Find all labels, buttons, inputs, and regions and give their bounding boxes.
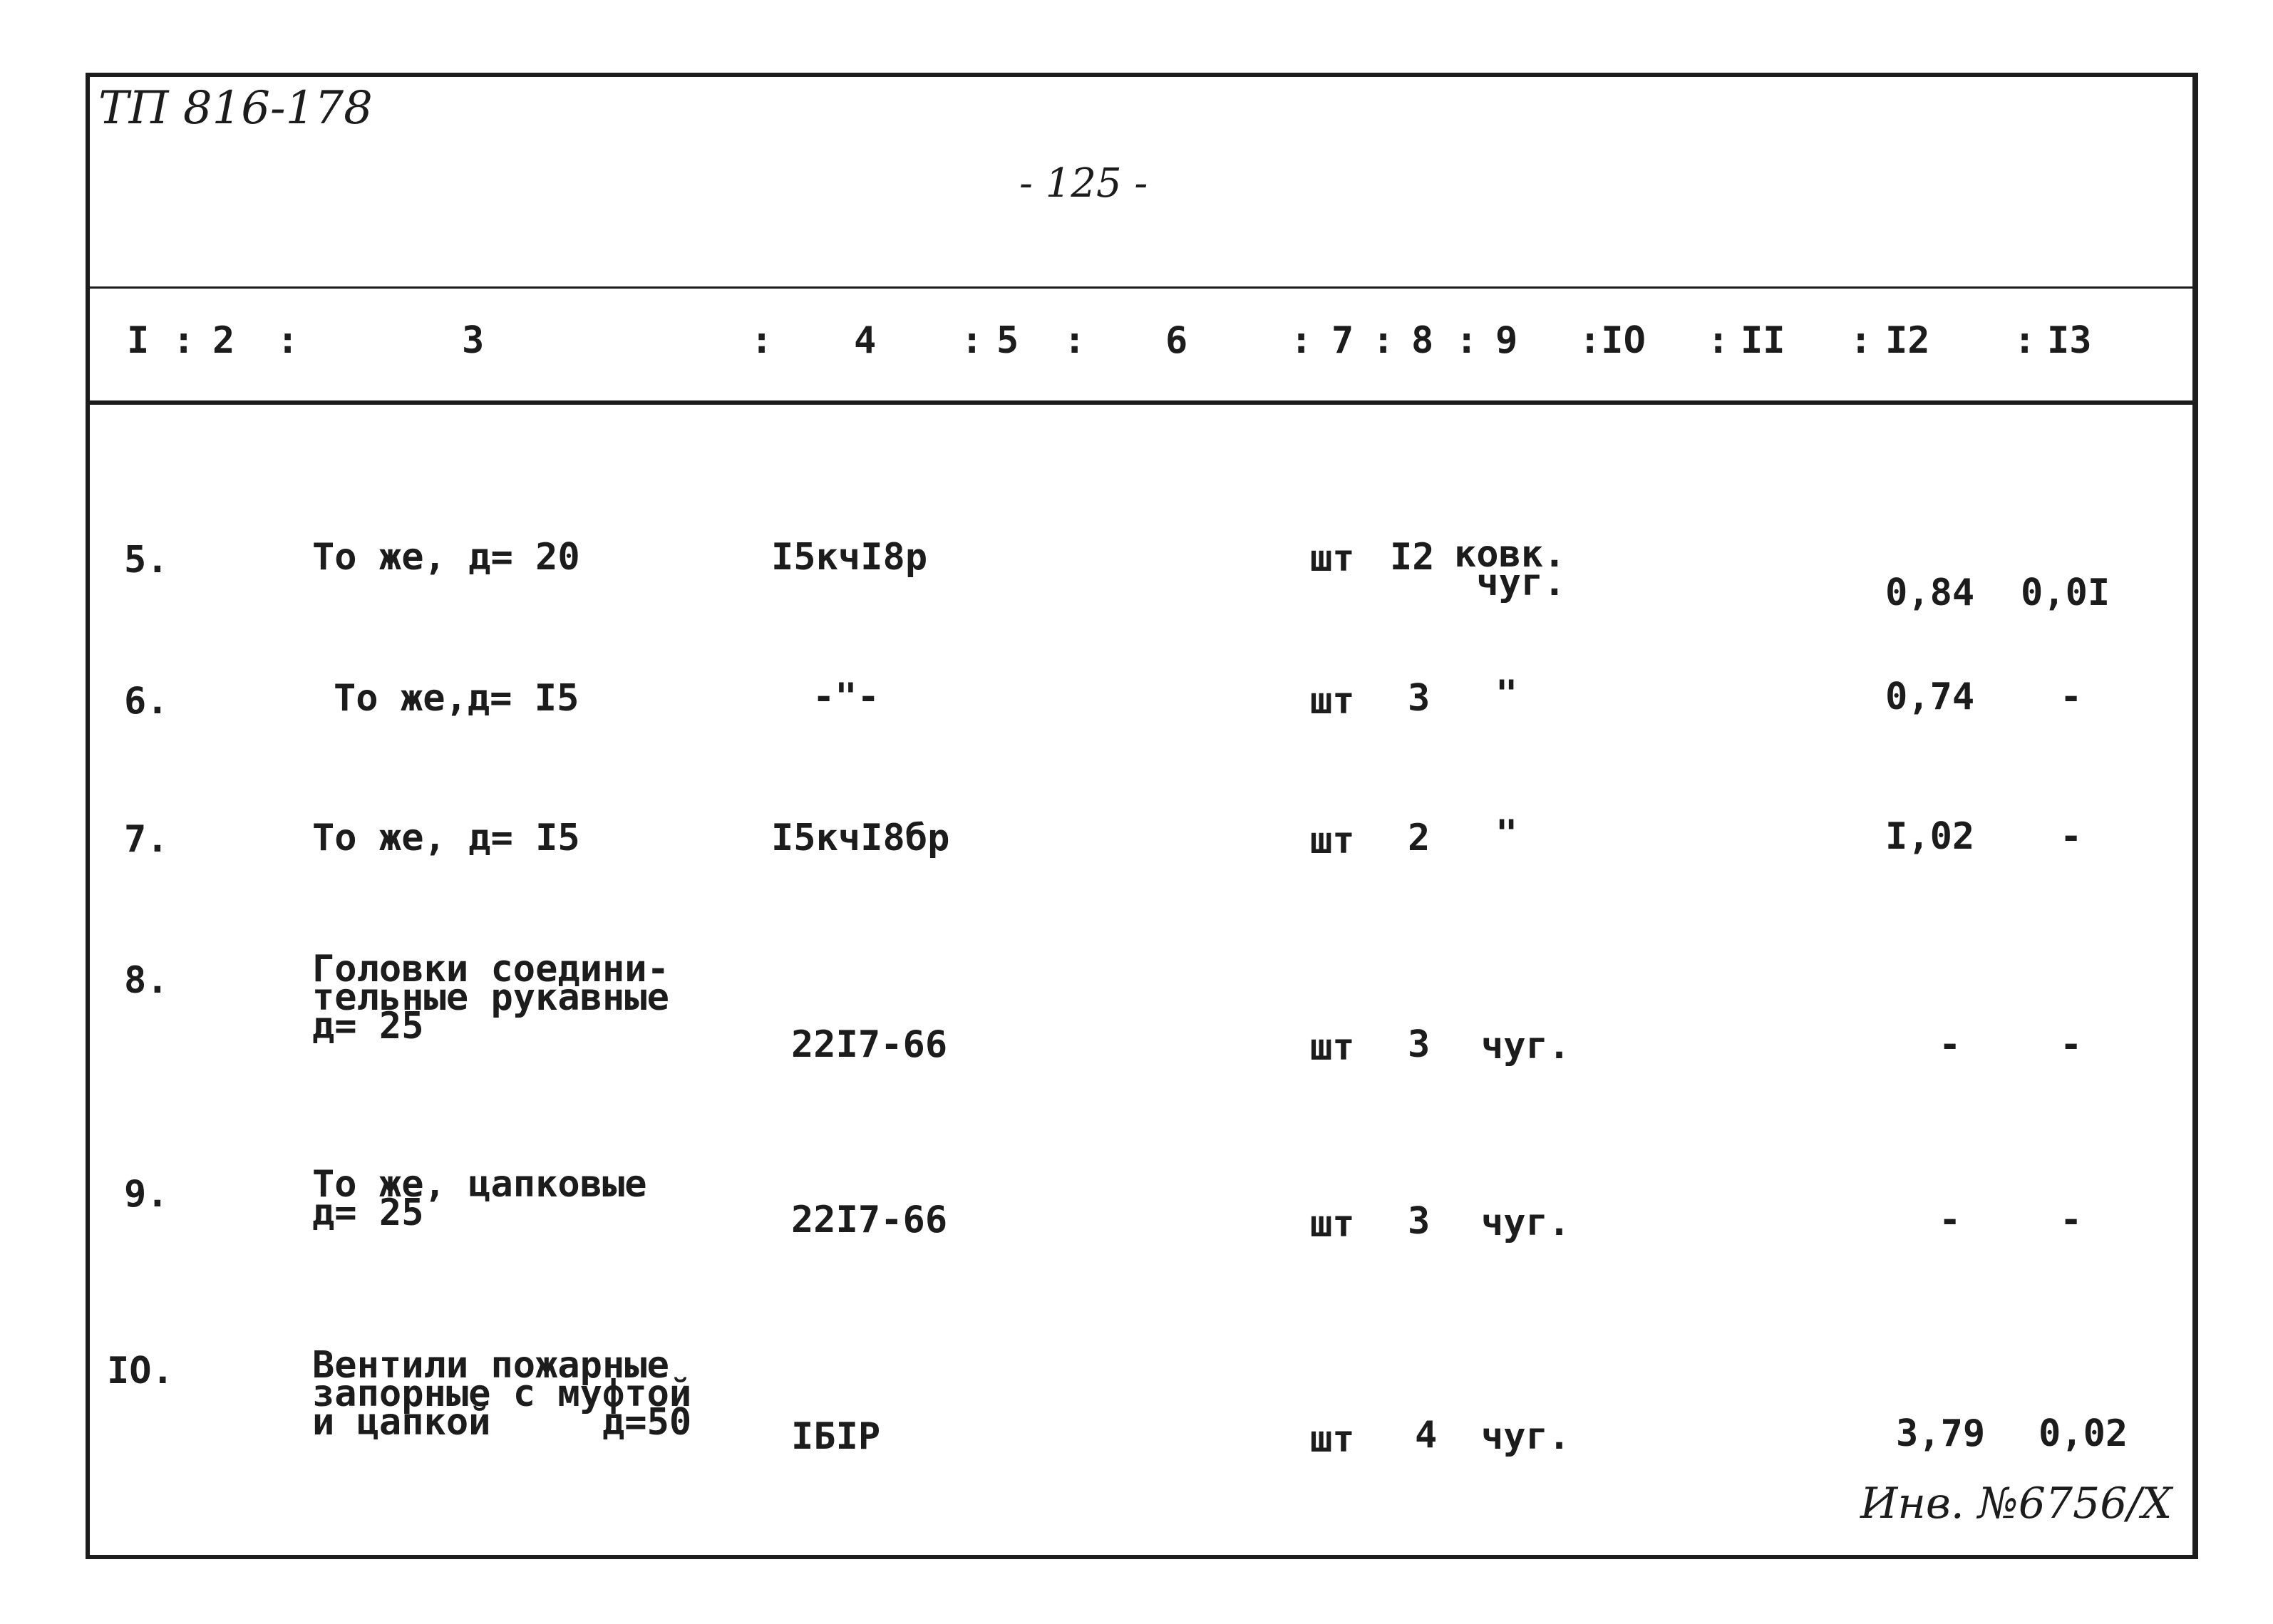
item-unit: шт: [1310, 819, 1355, 862]
item-col13: 0,02: [2039, 1412, 2128, 1455]
header-divider: [86, 286, 2198, 289]
col-sep: :: [1290, 319, 1313, 362]
row-number: 7.: [124, 818, 169, 861]
col-header-1: I: [127, 319, 150, 362]
col-sep: :: [1850, 319, 1872, 362]
item-code: 22I7-66: [791, 1199, 948, 1241]
col-header-10: :IO: [1579, 319, 1646, 362]
item-col12: 0,74: [1885, 676, 1975, 718]
item-qty: 2: [1408, 817, 1431, 859]
item-unit: шт: [1310, 537, 1355, 580]
doc-code: ТП 816-178: [98, 82, 373, 135]
row-number: 8.: [124, 959, 169, 1002]
col-sep: :: [2014, 319, 2036, 362]
item-code: I5кчI8бр: [771, 817, 950, 859]
item-code: I5кчI8р: [771, 536, 928, 579]
item-col12: -: [1939, 1023, 1962, 1066]
item-col12: 0,84: [1885, 571, 1975, 614]
col-sep: :: [961, 319, 984, 362]
inventory-note: Инв. №6756/X: [1860, 1479, 2173, 1529]
item-code: 22I7-66: [791, 1023, 948, 1066]
item-qty: 3: [1408, 1023, 1431, 1066]
item-col13: -: [2060, 1023, 2083, 1066]
col-header-6: 6: [1165, 319, 1188, 362]
row-number: IO.: [107, 1350, 174, 1392]
item-name: Вентили пожарные запорные с муфтой и цапкой д=50: [312, 1344, 692, 1444]
document-sheet: [86, 73, 2198, 1559]
row-number: 9.: [124, 1173, 169, 1216]
item-col13: -: [2060, 815, 2083, 858]
item-col12: I,02: [1885, 815, 1975, 858]
col-header-13: I3: [2047, 319, 2092, 362]
column-header-divider: [86, 400, 2198, 405]
item-name: То же, цапковые д= 25: [312, 1163, 647, 1234]
item-name: То же, д= I5: [312, 817, 580, 859]
item-material: ковк. чуг.: [1454, 533, 1566, 604]
col-sep: :: [172, 319, 195, 362]
col-header-4: 4: [854, 319, 877, 362]
col-header-9: 9: [1495, 319, 1518, 362]
item-col13: -: [2060, 1199, 2083, 1241]
item-material: ": [1495, 812, 1518, 855]
item-material: чуг.: [1481, 1201, 1571, 1244]
col-header-2: 2: [212, 319, 235, 362]
item-unit: шт: [1310, 680, 1355, 723]
item-name: Головки соедини- тельные рукавные д= 25: [312, 948, 669, 1048]
col-sep: :: [1707, 319, 1730, 362]
row-number: 5.: [124, 539, 169, 581]
page-number: - 125 -: [1019, 160, 1148, 207]
item-col12: -: [1939, 1199, 1962, 1241]
item-code: -"-: [813, 676, 880, 718]
col-sep: :: [277, 319, 299, 362]
item-unit: шт: [1310, 1418, 1355, 1461]
item-name: То же, д= 20: [312, 536, 580, 579]
item-qty: I2: [1390, 536, 1435, 579]
item-col13: -: [2060, 676, 2083, 718]
row-number: 6.: [124, 680, 169, 723]
col-header-12: I2: [1885, 319, 1930, 362]
item-unit: шт: [1310, 1203, 1355, 1246]
col-header-7: 7: [1331, 319, 1354, 362]
col-sep: :: [1063, 319, 1086, 362]
item-material: чуг.: [1481, 1025, 1571, 1067]
col-header-3: 3: [462, 319, 485, 362]
item-material: чуг.: [1481, 1415, 1571, 1458]
item-qty: 3: [1408, 677, 1431, 720]
col-header-5: 5: [996, 319, 1019, 362]
item-name: То же,д= I5: [334, 677, 579, 720]
item-material: ": [1495, 673, 1518, 715]
col-header-8: 8: [1411, 319, 1434, 362]
col-sep: :: [1455, 319, 1478, 362]
item-qty: 3: [1408, 1200, 1431, 1243]
item-unit: шт: [1310, 1026, 1355, 1069]
col-sep: :: [751, 319, 773, 362]
item-code: IБIР: [791, 1415, 881, 1458]
col-sep: :: [1372, 319, 1395, 362]
item-col12: 3,79: [1896, 1412, 1986, 1455]
item-qty: 4: [1415, 1414, 1438, 1457]
col-header-11: II: [1741, 319, 1785, 362]
item-col13: 0,0I: [2021, 571, 2110, 614]
